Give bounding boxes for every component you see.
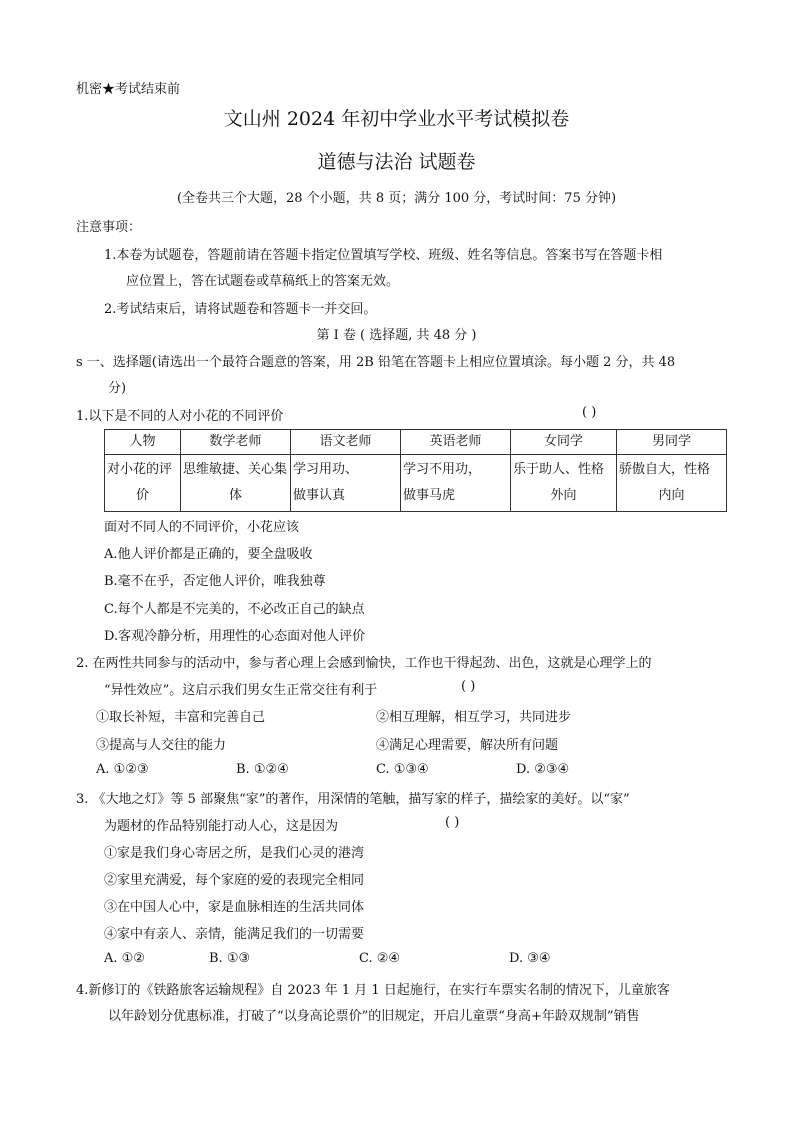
notes-item-1: 1.本卷为试题卷，答题前请在答题卡指定位置填写学校、班级、姓名等信息。答案书写在答题卡相 bbox=[104, 248, 663, 263]
table-header-cell: 英语老师 bbox=[401, 430, 511, 455]
q1-answer-paren: ( ) bbox=[582, 405, 597, 420]
q1-stem: 1.以下是不同的人对小花的不同评价 bbox=[76, 409, 284, 424]
q1-option-d: D.客观冷静分析，用理性的心态面对他人评价 bbox=[104, 629, 366, 644]
notes-item-1-cont: 应位置上，答在试题卷或草稿纸上的答案无效。 bbox=[126, 274, 400, 289]
cell-line: 价 bbox=[135, 488, 149, 503]
cell-line: 做事马虎 bbox=[403, 488, 456, 503]
q2-item-1: ①取长补短，丰富和完善自己 bbox=[96, 710, 266, 725]
q4-stem: 4.新修订的《铁路旅客运输规程》自 2023 年 1 月 1 日起施行，在实行车票实名制的情况下，儿童旅客 bbox=[76, 983, 670, 998]
q2-item-2: ②相互理解，相互学习，共同进步 bbox=[376, 710, 572, 725]
q3-answer-paren: ( ) bbox=[445, 815, 460, 830]
q3-option-d: D. ③④ bbox=[509, 951, 551, 966]
cell-line: 学习用功、 bbox=[293, 462, 359, 477]
table-header-row bbox=[105, 430, 727, 455]
table-header-cell: 数学老师 bbox=[181, 430, 291, 455]
table-header-cell: 女同学 bbox=[511, 430, 617, 455]
q1-option-a: A.他人评价都是正确的，要全盘吸收 bbox=[104, 547, 313, 562]
q1-option-b: B.毫不在乎，否定他人评价，唯我独尊 bbox=[104, 574, 326, 589]
notes-item-2: 2.考试结束后，请将试题卷和答题卡一并交回。 bbox=[104, 302, 377, 317]
table-header-cell: 男同学 bbox=[617, 430, 727, 455]
cell-line: 内向 bbox=[658, 488, 685, 503]
part1-instructions-cont: 分) bbox=[108, 381, 127, 396]
q2-option-d: D. ②③④ bbox=[516, 762, 570, 777]
q3-stem: 3. 《大地之灯》等 5 部聚焦“家”的著作，用深情的笔触，描写家的样子，描绘家的美好。以“家” bbox=[76, 792, 630, 807]
cell-line: 学习不用功， bbox=[403, 462, 482, 477]
q1-table bbox=[104, 429, 727, 512]
table-header-cell: 语文老师 bbox=[291, 430, 401, 455]
notes-heading: 注意事项： bbox=[76, 220, 142, 235]
q1-option-c: C.每个人都是不完美的，不必改正自己的缺点 bbox=[104, 602, 365, 617]
table-row bbox=[105, 455, 727, 512]
table-header-cell: 人物 bbox=[105, 430, 181, 455]
cell-line: 做事认真 bbox=[293, 488, 346, 503]
table-cell bbox=[617, 455, 727, 512]
q3-option-a: A. ①② bbox=[104, 951, 145, 966]
cell-line: 乐于助人、性格 bbox=[513, 462, 605, 477]
q3-item-2: ②家里充满爱，每个家庭的爱的表现完全相同 bbox=[104, 873, 365, 888]
q2-answer-paren: ( ) bbox=[461, 679, 476, 694]
q3-option-c: C. ②④ bbox=[359, 951, 401, 966]
q2-stem: 2. 在两性共同参与的活动中，参与者心理上会感到愉快，工作也干得起劲、出色，这就是心理学上的 bbox=[76, 656, 652, 671]
q1-prompt: 面对不同人的不同评价，小花应该 bbox=[104, 520, 300, 535]
q4-stem-cont: 以年龄划分优惠标准，打破了“以身高论票价”的旧规定，开启儿童票“身高+年龄双规制”销售 bbox=[108, 1009, 640, 1024]
q3-item-1: ①家是我们身心寄居之所，是我们心灵的港湾 bbox=[104, 846, 365, 861]
table-cell bbox=[511, 455, 617, 512]
cell-line: 骄傲自大，性格 bbox=[619, 462, 711, 477]
cell-line: 外向 bbox=[550, 488, 577, 503]
exam-info: (全卷共三个大题，28 个小题，共 8 页；满分 100 分，考试时间：75 分钟) bbox=[176, 191, 617, 206]
q3-option-b: B. ①③ bbox=[209, 951, 251, 966]
q2-item-4: ④满足心理需要，解决所有问题 bbox=[376, 738, 559, 753]
q2-option-a: A. ①②③ bbox=[96, 762, 149, 777]
part1-instructions: s 一、选择题(请选出一个最符合题意的答案，用 2B 铅笔在答题卡上相应位置填涂。每小题 2 分，共 48 bbox=[76, 355, 676, 370]
exam-title: 文山州 2024 年初中学业水平考试模拟卷 bbox=[223, 108, 570, 130]
q2-item-3: ③提高与人交往的能力 bbox=[96, 738, 227, 753]
q3-item-4: ④家中有亲人、亲情，能满足我们的一切需要 bbox=[104, 927, 365, 942]
confidential-label: 机密★考试结束前 bbox=[76, 82, 181, 97]
cell-line: 思维敏捷、关心集 bbox=[183, 462, 288, 477]
q2-option-b: B. ①②④ bbox=[236, 762, 289, 777]
exam-subtitle: 道德与法治 试题卷 bbox=[317, 151, 476, 173]
cell-line: 对小花的评 bbox=[107, 462, 173, 477]
table-cell bbox=[105, 455, 181, 512]
q3-stem-cont: 为题材的作品特别能打动人心，这是因为 bbox=[104, 819, 339, 834]
table-cell bbox=[401, 455, 511, 512]
q3-item-3: ③在中国人心中，家是血脉相连的生活共同体 bbox=[104, 900, 365, 915]
q2-option-c: C. ①③④ bbox=[376, 762, 429, 777]
part1-title: 第 I 卷 ( 选择题, 共 48 分 ) bbox=[316, 328, 477, 343]
q2-stem-cont: “异性效应”。这启示我们男女生正常交往有利于 bbox=[104, 683, 378, 698]
cell-line: 体 bbox=[228, 488, 242, 503]
table-cell bbox=[291, 455, 401, 512]
table-cell bbox=[181, 455, 291, 512]
